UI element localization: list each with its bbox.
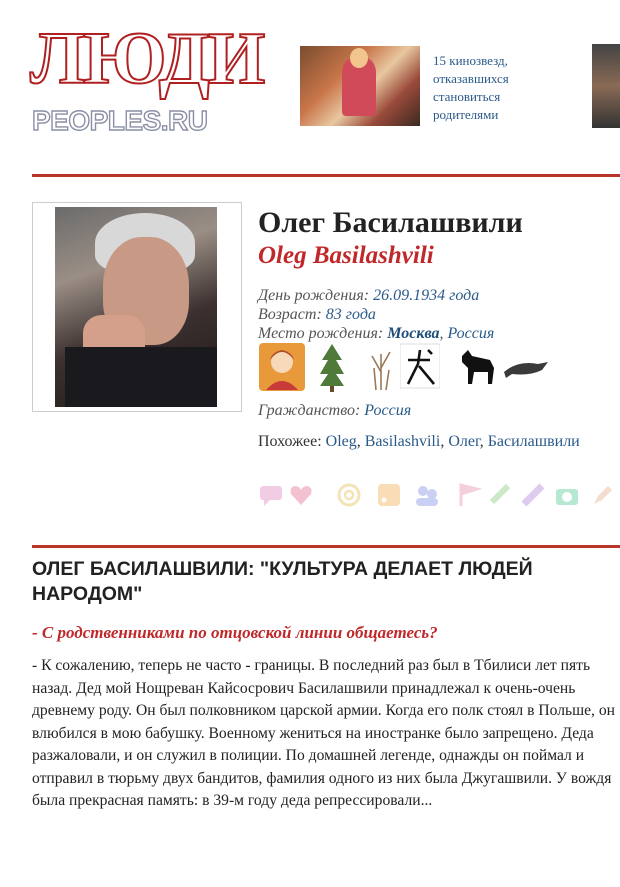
- edit-icon[interactable]: [590, 482, 616, 508]
- users-icon[interactable]: [414, 482, 440, 508]
- email-icon[interactable]: [336, 482, 362, 508]
- chinese-dog-icon[interactable]: [400, 342, 440, 392]
- interview-question: - С родственниками по отцовской линии общаетесь?: [32, 623, 438, 642]
- rss-icon[interactable]: [376, 482, 402, 508]
- divider-article: [32, 545, 620, 548]
- person-photo[interactable]: [55, 207, 217, 407]
- link-icon[interactable]: [488, 482, 514, 508]
- similar-link[interactable]: Басилашвили: [487, 433, 580, 450]
- promo-link[interactable]: 15 кинозвезд, отказавшихся становиться родителями: [433, 53, 509, 122]
- citizenship-value[interactable]: Россия: [364, 402, 412, 419]
- similar-link[interactable]: Oleg: [325, 433, 357, 450]
- similar-link[interactable]: Basilashvili: [364, 433, 441, 450]
- heart-icon[interactable]: [288, 482, 314, 508]
- article-title: ОЛЕГ БАСИЛАШВИЛИ: "КУЛЬТУРА ДЕЛАЕТ ЛЮДЕЙ НАРОДОМ": [32, 558, 533, 605]
- person-photo-frame: [32, 202, 242, 412]
- tree-icon[interactable]: [318, 342, 346, 392]
- promo-image-second[interactable]: [592, 44, 620, 128]
- birthplace-row: [258, 324, 494, 343]
- person-facts: [258, 286, 494, 343]
- pin-icon[interactable]: [520, 482, 546, 508]
- birthday-label: День рождения:: [258, 287, 370, 304]
- logo-ru-text: ЛЮДИ: [30, 18, 264, 100]
- birthplace-label: Место рождения:: [258, 325, 384, 342]
- citizenship-row: [258, 401, 411, 420]
- birthday-row: [258, 286, 494, 305]
- similar-label: Похожее:: [258, 433, 322, 450]
- dog-icon[interactable]: [458, 342, 498, 392]
- citizenship-label: Гражданство:: [258, 402, 361, 419]
- site-logo[interactable]: [30, 18, 265, 140]
- plant-icon[interactable]: [368, 342, 394, 392]
- person-name-en: Oleg Basilashvili: [258, 242, 434, 269]
- divider-top: [32, 174, 620, 177]
- birthplace-city-link[interactable]: Москва: [387, 325, 440, 342]
- age-row: [258, 305, 494, 324]
- person-name-ru: Олег Басилашвили: [258, 206, 523, 239]
- flag-icon[interactable]: [456, 482, 482, 508]
- comment-icon[interactable]: [258, 482, 284, 508]
- birthplace-separator: ,: [439, 325, 448, 342]
- camera-icon[interactable]: [554, 482, 580, 508]
- promo-image[interactable]: [300, 46, 420, 126]
- birthplace-country-link[interactable]: Россия: [447, 325, 495, 342]
- dolphin-icon[interactable]: [502, 342, 550, 392]
- interview-answer: - К сожалению, теперь не часто - границы. В последний раз был в Тбилиси лет пять назад. Дед мой Нощреван Кайсосрович Басилашвили принадлежал к очень-очень древнему роду. Он был полковником царской армии. Когда его полк стоял в Польше, он влюбился в мою бабушку. Военному жениться на иностранке было запрещено. Деда разжаловали, и он служил в полиции. По домашней легенде, однажды он поймал и отправил в тюрьму двух бандитов, фамилия одного из них была Джугашвили. У вождя была прекрасная память: в 39-м году деда репрессировали...: [32, 657, 615, 809]
- age-label: Возраст:: [258, 306, 322, 323]
- similar-tags: Похожее: Oleg, Basilashvili, Олег, Басилашвили: [258, 433, 580, 450]
- similar-link[interactable]: Олег: [448, 433, 480, 450]
- zodiac-libra-icon[interactable]: [258, 342, 306, 392]
- birthday-value[interactable]: 26.09.1934 года: [373, 287, 480, 304]
- logo-en-text: PEOPLES.RU: [32, 105, 208, 136]
- age-value[interactable]: 83 года: [325, 306, 376, 323]
